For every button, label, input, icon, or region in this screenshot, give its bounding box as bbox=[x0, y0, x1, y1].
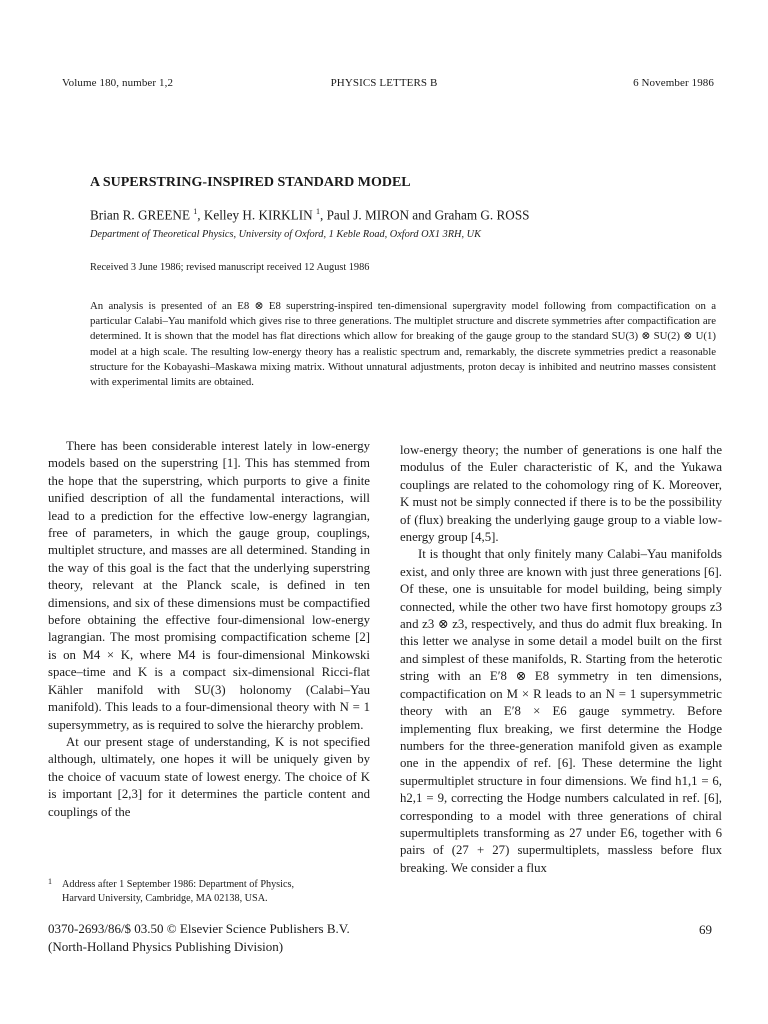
paragraph: low-energy theory; the number of generations is one half the modulus of the Euler characteristic of K, and the Yukawa couplings are related to the cohomology ring of K. Moreover, K must not be simply connected if there is to be the possibility of (flux) breaking the underlying gauge group to a viable low-energy group [4,5]. bbox=[400, 443, 722, 545]
affiliation: Department of Theoretical Physics, University of Oxford, 1 Keble Road, Oxford OX1 3RH, UK bbox=[90, 229, 481, 240]
footnote-mark: 1 bbox=[193, 207, 198, 216]
footnote bbox=[48, 875, 368, 906]
publisher-line: 0370-2693/86/$ 03.50 © Elsevier Science Publishers B.V. bbox=[48, 921, 350, 936]
page-number: 69 bbox=[699, 922, 712, 937]
author-3-4: Paul J. MIRON and Graham G. ROSS bbox=[326, 207, 530, 223]
left-column bbox=[48, 438, 370, 821]
publisher-info bbox=[48, 920, 350, 956]
journal-name: PHYSICS LETTERS B bbox=[330, 77, 438, 89]
paragraph: There has been considerable interest lately in low-energy models based on the superstring [1]. This has stemmed from the hope that the superstring, which purports to give a finite unified description of all the fundamental interactions, will lead to a prediction for the effective low-energy lagrangian, free of parameters, in which the gauge group, couplings, multiplet structure, and masses are all determined. Standing in the way of this goal is the fact that the underlying superstring theory, relevant at the Planck scale, is defined in ten dimensions, and six of these dimensions must be compactified before obtaining the effective four-dimensional low-energy lagrangian. The most promising compactification scheme [2] is on M4 × K, where M4 is four-dimensional Minkowski space–time and K is a compact six-dimensional Ricci-flat Kähler manifold with SU(3) holonomy (Calabi–Yau manifold). This leads to a four-dimensional theory with N = 1 supersymmetry, as is required to solve the hierarchy problem. bbox=[48, 439, 370, 732]
author-2: Kelley H. KIRKLIN bbox=[203, 207, 313, 223]
author-list: Brian R. GREENE $^1$, Kelley H. KIRKLIN $^1$, Paul J. MIRON and Graham G. ROSS bbox=[90, 207, 530, 223]
issue-date: 6 November 1986 bbox=[633, 77, 714, 89]
article-title: A SUPERSTRING-INSPIRED STANDARD MODEL bbox=[90, 175, 411, 190]
footnote-number: 1 bbox=[48, 877, 52, 886]
volume-label: Volume 180, number 1,2 bbox=[62, 77, 174, 89]
paragraph: At our present stage of understanding, K is not specified although, ultimately, one hopes it will be uniquely given by the choice of vacuum state of lowest energy. The choice of K is important [2,3] for it determines the particle content and couplings of the bbox=[48, 734, 370, 819]
footnote-line: Harvard University, Cambridge, MA 02138, USA. bbox=[62, 893, 268, 904]
abstract: An analysis is presented of an E8 ⊗ E8 superstring-inspired ten-dimensional supergravity model following from compactification on a particular Calabi–Yau manifold which gives rise to three generations. The multiplet structure and discrete symmetries after compactification are determined. It is shown that the model has flat directions which allow for breaking of the gauge group to the standard SU(3) ⊗ SU(2) ⊗ U(1) model at a high scale. The resulting low-energy theory has a realistic spectrum and, remarkably, the discrete symmetries predict a reasonable structure for the Kobayashi–Maskawa mixing matrix. Without unnatural adjustments, proton decay is inhibited and neutrino masses consistent with experimental limits are obtained. bbox=[90, 300, 716, 389]
author-1: Brian R. GREENE bbox=[90, 207, 190, 223]
footnote-line: Address after 1 September 1986: Department of Physics, bbox=[62, 879, 294, 890]
paragraph: It is thought that only finitely many Calabi–Yau manifolds exist, and only three are known with just three generations [6]. Of these, one is unsuitable for model building, being simply connected, while the other two have first homotopy groups z3 and z3 ⊗ z3, respectively, and thus do admit flux breaking. In this letter we analyse in some detail a model built on the first and simplest of these manifolds, R. Starting from the heterotic string with an E′8 ⊗ E8 symmetry in ten dimensions, compactification on M × R leads to an N = 1 supersymmetric theory with an E′8 × E6 gauge symmetry. Before implementing flux breaking, we first determine the Hodge numbers for the three-generation manifold given as example one in the appendix of ref. [6]. These determine the light supermultiplet structure in four dimensions. We find h1,1 = 6, h2,1 = 9, correcting the Hodge numbers calculated in ref. [6], corresponding to a model with three generations of chiral supermultiplets transforming as 27 under E6, together with 6 pairs of (27 + 27) supermultiplets, massless before flux breaking. We consider a flux bbox=[400, 547, 722, 875]
received-dates: Received 3 June 1986; revised manuscript received 12 August 1986 bbox=[90, 262, 370, 273]
publisher-line: (North-Holland Physics Publishing Division) bbox=[48, 939, 284, 954]
right-column bbox=[400, 442, 722, 877]
footnote-mark: 1 bbox=[315, 207, 320, 216]
